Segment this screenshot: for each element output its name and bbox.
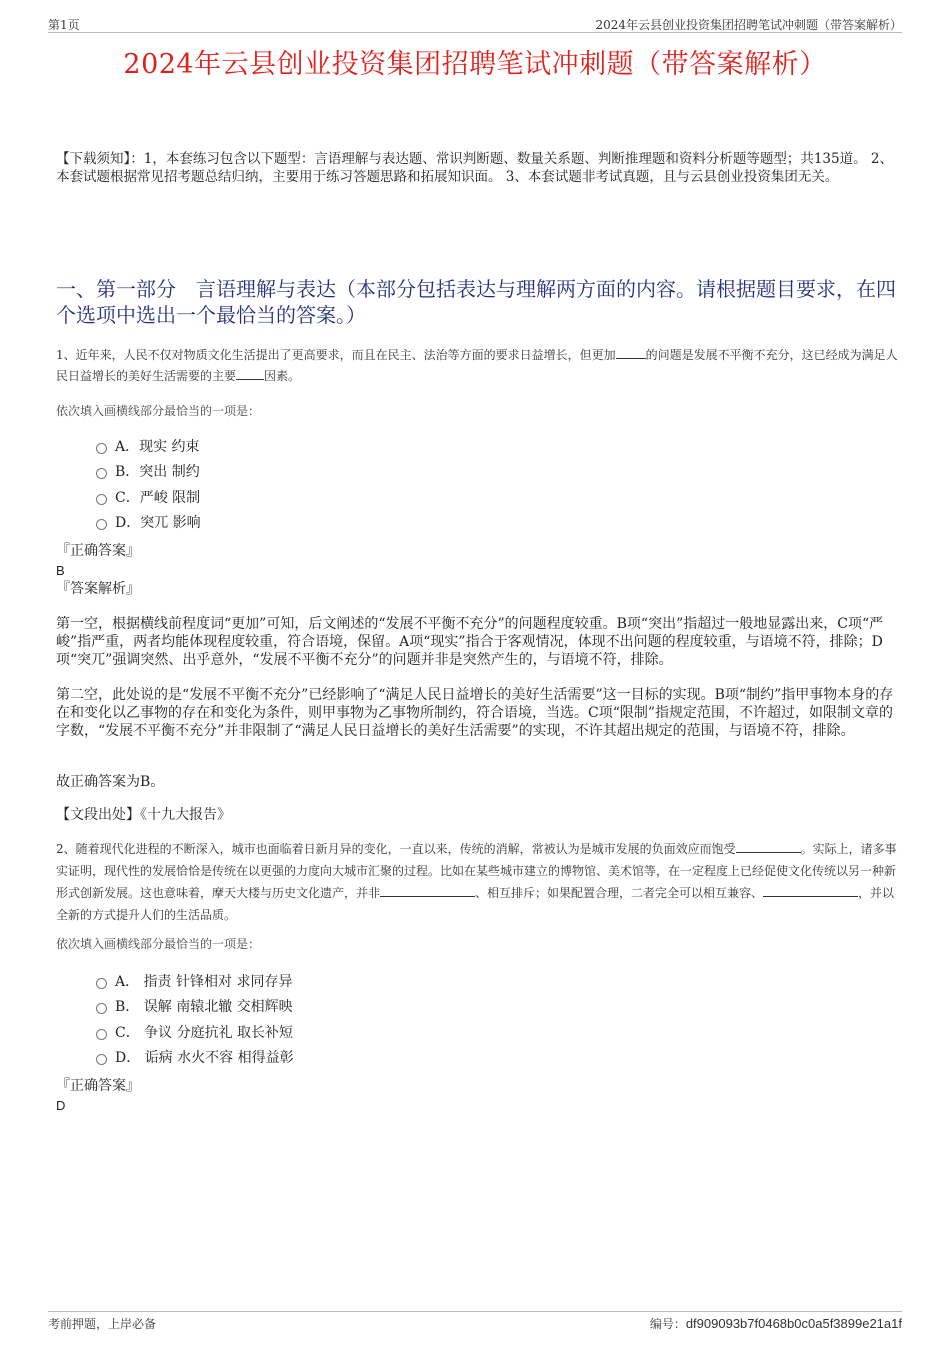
document-title: 2024年云县创业投资集团招聘笔试冲刺题（带答案解析） bbox=[123, 49, 827, 80]
blank-2 bbox=[236, 367, 264, 380]
analysis-paragraph-2: 第二空，此处说的是“发展不平衡不充分”已经影响了“满足人民日益增长的美好生活需要”这一目标的实现。B项“制约”指甲事物本身的存在和变化以乙事物的存在和变化为条件，则甲事物为乙事物所制约，符合语境，当选。C项“限制”指规定范围，不许超过，如限制文章的字数，“发展不平衡不充分”并非限制了“满足人民日益增长的美好生活需要”的实现，不许其超出规定的范围，与语境不符，排除。 bbox=[56, 687, 894, 739]
radio-icon[interactable] bbox=[96, 468, 107, 479]
option-d[interactable]: D． 诟病 水火不容 相得益彰 bbox=[96, 1045, 294, 1071]
option-c[interactable]: C． 争议 分庭抗礼 取长补短 bbox=[96, 1019, 294, 1045]
answer-label: 『正确答案』 bbox=[56, 543, 140, 559]
text-source: 【文段出处】《十九大报告》 bbox=[56, 807, 231, 823]
radio-icon[interactable] bbox=[96, 1054, 107, 1065]
question-1-options bbox=[96, 433, 201, 535]
answer-value: B bbox=[56, 563, 65, 578]
radio-icon[interactable] bbox=[96, 1029, 107, 1040]
question-1-answer bbox=[56, 542, 140, 599]
page-number: 第1页 bbox=[48, 18, 80, 32]
option-c[interactable]: C．严峻 限制 bbox=[96, 484, 201, 510]
answer-label: 『正确答案』 bbox=[56, 1078, 140, 1094]
blank-1 bbox=[736, 840, 801, 853]
answer-value: D bbox=[56, 1098, 66, 1113]
option-a[interactable]: A． 指责 针锋相对 求同存异 bbox=[96, 968, 294, 994]
radio-icon[interactable] bbox=[96, 519, 107, 530]
footer-code: 编号：df909093b7f0468b0c0a5f3899e21a1f bbox=[649, 1316, 902, 1331]
question-1-prompt: 依次填入画横线部分最恰当的一项是： bbox=[56, 404, 261, 418]
question-2-prompt: 依次填入画横线部分最恰当的一项是： bbox=[56, 937, 261, 951]
blank-2 bbox=[380, 884, 475, 897]
option-d[interactable]: D．突兀 影响 bbox=[96, 510, 201, 536]
question-1-text: 1、近年来，人民不仅对物质文化生活提出了更高要求，而且在民主、法治等方面的要求日益增长，但更加 的问题是发展不平衡不充分，这已经成为满足人民日益增长的美好生活需要的主要 因素。 bbox=[56, 348, 898, 383]
header-doc-title: 2024年云县创业投资集团招聘笔试冲刺题（带答案解析） bbox=[595, 18, 902, 32]
analysis-paragraph-1: 第一空，根据横线前程度词“更加”可知，后文阐述的“发展不平衡不充分”的问题程度较重。B项“突出”指超过一般地显露出来，C项“严峻”指严重，两者均能体现程度较重，符合语境，保留。A项“现实”指合于客观情况，体现不出问题的程度较重，与语境不符，排除；D项“突兀”强调突然、出乎意外，“发展不平衡不充分”的问题并非是突然产生的，与语境不符，排除。 bbox=[56, 616, 884, 668]
blank-3 bbox=[763, 884, 858, 897]
question-2-options bbox=[96, 968, 294, 1070]
page-header bbox=[48, 14, 902, 33]
page-footer bbox=[48, 1311, 902, 1331]
section-heading: 一、第一部分 言语理解与表达（本部分包括表达与理解两方面的内容。请根据题目要求，在四个选项中选出一个最恰当的答案。） bbox=[56, 277, 896, 327]
blank-1 bbox=[616, 346, 646, 359]
question-2-answer bbox=[56, 1077, 140, 1115]
option-a[interactable]: A．现实 约束 bbox=[96, 433, 201, 459]
option-b[interactable]: B． 误解 南辕北辙 交相辉映 bbox=[96, 994, 294, 1020]
download-notice: 【下载须知】：1，本套练习包含以下题型：言语理解与表达题、常识判断题、数量关系题、判断推理题和资料分析题等题型；共135道。 2、本套试题根据常见招考题总结归纳，主要用于练习答题思路和拓展知识面。 3、本套试题非考试真题，且与云县创业投资集团无关。 bbox=[56, 151, 893, 185]
footer-slogan: 考前押题，上岸必备 bbox=[48, 1317, 157, 1331]
radio-icon[interactable] bbox=[96, 978, 107, 989]
analysis-conclusion: 故正确答案为B。 bbox=[56, 774, 165, 790]
analysis-label: 『答案解析』 bbox=[56, 581, 140, 597]
radio-icon[interactable] bbox=[96, 1003, 107, 1014]
question-2-text: 2、随着现代化进程的不断深入，城市也面临着日新月异的变化，一直以来，传统的消解，常被认为是城市发展的负面效应而饱受 。实际上，诸多事实证明，现代性的发展恰恰是传统在以更强的力度向大城市汇聚的过程。比如在某些城市建立的博物馆、美术馆等，在一定程度上已经促使文化传统以另一种新形式创新发展。这也意味着，摩天大楼与历史文化遗产，并非 、相互排斥；如果配置合理，二者完全可以相互兼容、 ，并以全新的方式提升人们的生活品质。 bbox=[56, 842, 897, 922]
option-b[interactable]: B．突出 制约 bbox=[96, 459, 201, 485]
radio-icon[interactable] bbox=[96, 494, 107, 505]
radio-icon[interactable] bbox=[96, 443, 107, 454]
